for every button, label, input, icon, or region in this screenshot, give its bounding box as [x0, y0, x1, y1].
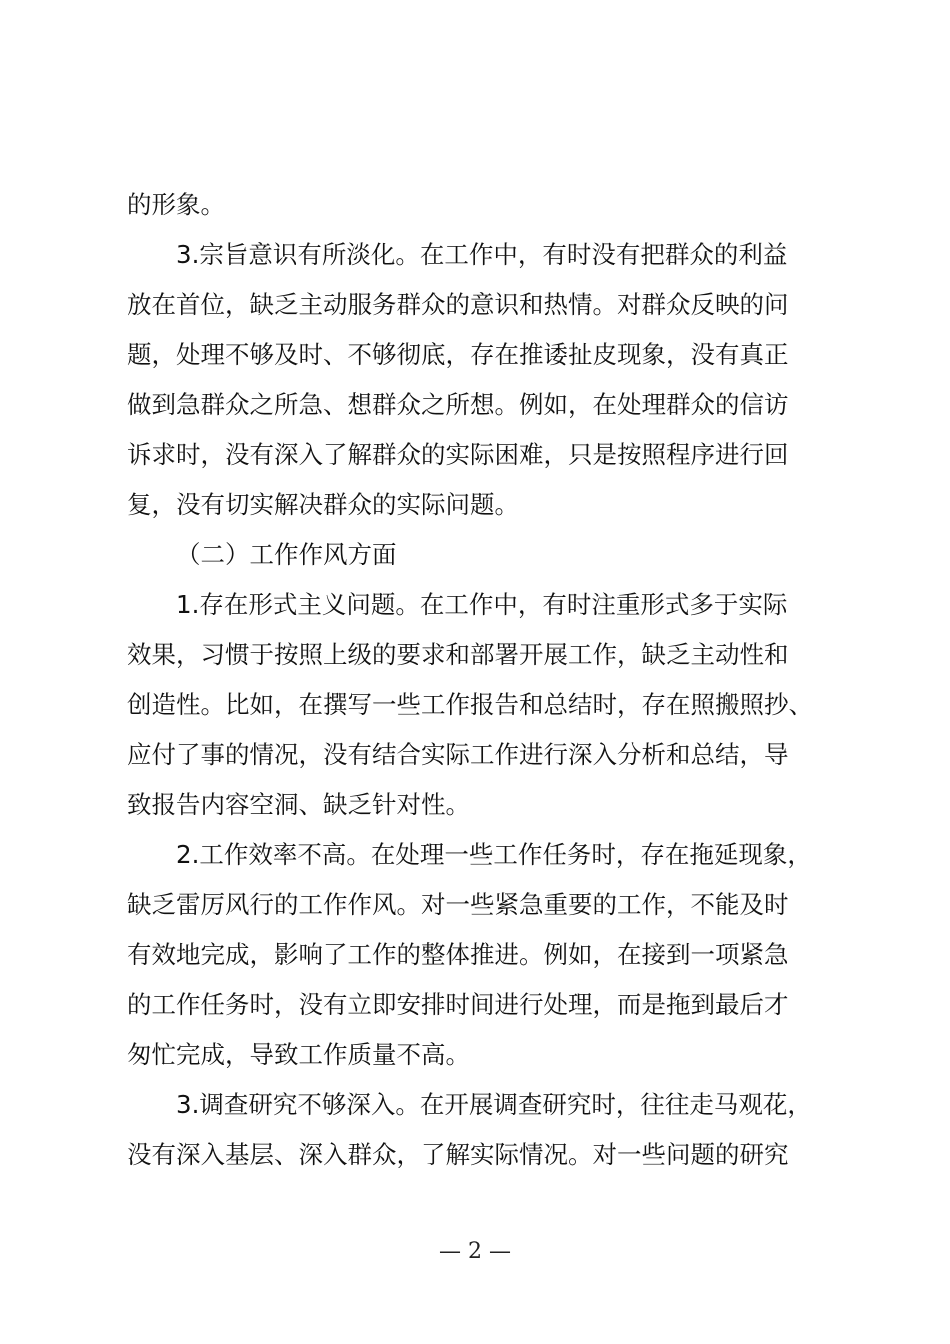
text-line-17: 的工作任务时，没有立即安排时间进行处理，而是拖到最后才: [127, 990, 789, 1019]
text-line-1: 的形象。: [127, 190, 225, 219]
page-number: — 2 —: [439, 1239, 511, 1264]
text-line-10: 效果，习惯于按照上级的要求和部署开展工作，缺乏主动性和: [127, 640, 789, 669]
text-line-11: 创造性。比如，在撰写一些工作报告和总结时，存在照搬照抄、: [127, 690, 813, 719]
section-heading: （二）工作作风方面: [176, 540, 397, 569]
text-line-20: 没有深入基层、深入群众，了解实际情况。对一些问题的研究: [127, 1140, 789, 1169]
text-line-16: 有效地完成，影响了工作的整体推进。例如，在接到一项紧急: [127, 940, 789, 969]
text-line-7: 复，没有切实解决群众的实际问题。: [127, 490, 519, 519]
text-line-19: 3.调查研究不够深入。在开展调查研究时，往往走马观花，: [176, 1090, 812, 1119]
text-line-14: 2.工作效率不高。在处理一些工作任务时，存在拖延现象，: [176, 840, 812, 869]
text-line-3: 放在首位，缺乏主动服务群众的意识和热情。对群众反映的问: [127, 290, 789, 319]
text-line-18: 匆忙完成，导致工作质量不高。: [127, 1040, 470, 1069]
text-line-13: 致报告内容空洞、缺乏针对性。: [127, 790, 470, 819]
text-line-15: 缺乏雷厉风行的工作作风。对一些紧急重要的工作，不能及时: [127, 890, 789, 919]
text-line-2: 3.宗旨意识有所淡化。在工作中，有时没有把群众的利益: [176, 240, 788, 269]
text-line-5: 做到急群众之所急、想群众之所想。例如，在处理群众的信访: [127, 390, 789, 419]
text-line-6: 诉求时，没有深入了解群众的实际困难，只是按照程序进行回: [127, 440, 789, 469]
text-line-12: 应付了事的情况，没有结合实际工作进行深入分析和总结，导: [127, 740, 789, 769]
text-line-9: 1.存在形式主义问题。在工作中，有时注重形式多于实际: [176, 590, 788, 619]
body-text: [127, 180, 851, 1180]
text-line-4: 题，处理不够及时、不够彻底，存在推诿扯皮现象，没有真正: [127, 340, 789, 369]
